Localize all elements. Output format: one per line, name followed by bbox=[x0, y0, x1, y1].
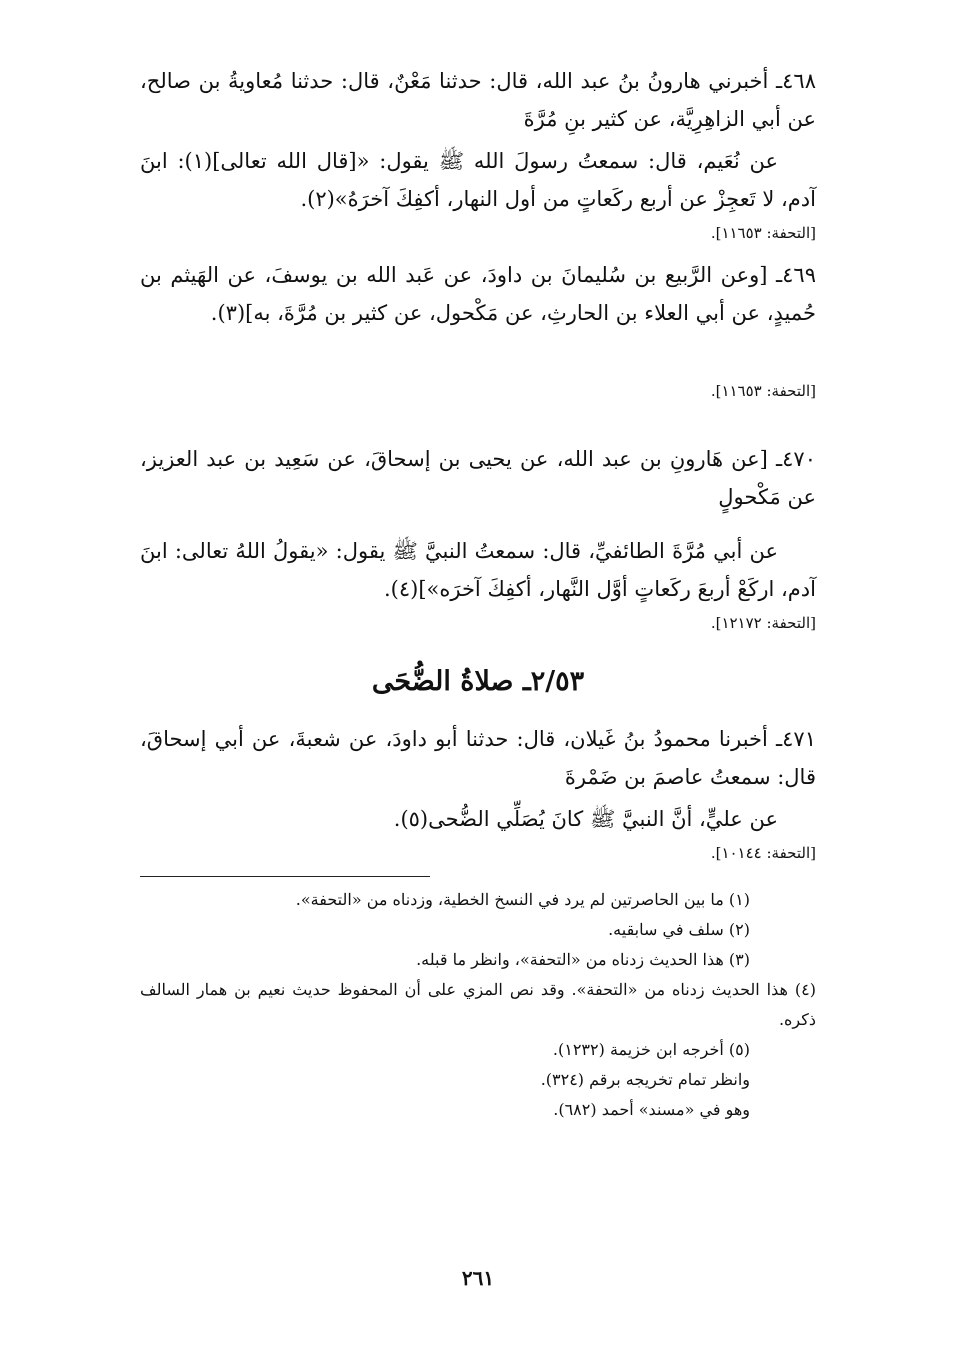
hadith-470-matn: عن أبي مُرَّةَ الطائفيِّ، قال: سمعتُ النبيَّ ﷺ يقول: «يقولُ اللهُ تعالى: ابنَ آدم، اركَعْ أربعَ ركَعاتٍ أوَّل النَّهار، أكفِكَ آخرَه»](٤). bbox=[140, 539, 816, 601]
section-heading: ٢/٥٣ـ صلاةُ الضُّحَى bbox=[371, 666, 585, 697]
footnote-5-continued: وانظر تمام تخريجه برقم (٣٢٤). bbox=[540, 1070, 750, 1089]
hadith-468-tuhfa-reference: [التحفة: ١١٦٥٣]. bbox=[710, 224, 816, 242]
footnote-5-continued: وهو في «مسند» أحمد (٦٨٢). bbox=[553, 1100, 750, 1119]
spacer bbox=[140, 414, 816, 440]
hadith-471-tuhfa-reference: [التحفة: ١٠١٤٤]. bbox=[710, 844, 816, 862]
footnotes bbox=[140, 885, 816, 1125]
footnote-1: (١) ما بين الحاصرتين لم يرد في النسخ الخطية، وزدناه من «التحفة». bbox=[295, 890, 750, 909]
footnote-3: (٣) هذا الحديث زدناه من «التحفة»، وانظر ما قبله. bbox=[416, 950, 750, 969]
footnote-divider bbox=[140, 876, 430, 877]
spacer bbox=[140, 332, 816, 376]
hadith-470-isnad: ٤٧٠ـ [عن هَارونِ بن عبد الله، عن يحيى بن إسحاقَ، عن سَعِيد بن عبد العزيز، عن مَكْحولٍ bbox=[140, 447, 816, 509]
footnote-5: (٥) أخرجه ابن خزيمة (١٢٣٢). bbox=[552, 1040, 750, 1059]
hadith-471-isnad: ٤٧١ـ أخبرنا محمودُ بنُ غَيلان، قال: حدثنا أبو داودَ، عن شعبةَ، عن أبي إسحاقَ، قال: سمعتُ عاصمَ بن ضَمْرةَ bbox=[140, 727, 816, 789]
page-body bbox=[140, 62, 816, 1125]
hadith-469-isnad: ٤٦٩ـ [وعن الرَّبيع بن سُليمانَ بن داودَ، عن عَبد الله بن يوسفَ، عن الهَيثم بن حُميدٍ، عن أبي العلاء بن الحارثِ، عن مَكْحول، عن كثير بن مُرَّةَ، به](٣). bbox=[140, 263, 816, 325]
footnote-4: (٤) هذا الحديث زدناه من «التحفة». وقد نص المزي على أن المحفوظ حديث نعيم بن همار السالف ذكره. bbox=[140, 980, 816, 1029]
hadith-468-matn: عن نُعَيم، قال: سمعتُ رسولَ الله ﷺ يقول: «[قال الله تعالى](١): ابنَ آدم، لا تَعجِزْ عن أربع ركَعاتٍ من أول النهار، أكفِكَ آخرَهُ»(٢). bbox=[140, 149, 816, 211]
hadith-471-matn: عن عليٍّ، أنَّ النبيَّ ﷺ كانَ يُصَلِّي الضُّحى(٥). bbox=[393, 807, 778, 831]
hadith-469-tuhfa-reference: [التحفة: ١١٦٥٣]. bbox=[710, 382, 816, 400]
hadith-468-isnad: ٤٦٨ـ أخبرني هارونُ بنُ عبد الله، قال: حدثنا مَعْنٌ، قال: حدثنا مُعاويةُ بن صالح، عن أبي الزاهِرِيَّة، عن كثير بنِ مُرَّةَ bbox=[140, 69, 816, 131]
hadith-470-tuhfa-reference: [التحفة: ١٢١٧٢]. bbox=[710, 614, 816, 632]
page-number: ٢٦١ bbox=[461, 1266, 495, 1290]
footnote-2: (٢) سلف في سابقيه. bbox=[608, 920, 750, 939]
